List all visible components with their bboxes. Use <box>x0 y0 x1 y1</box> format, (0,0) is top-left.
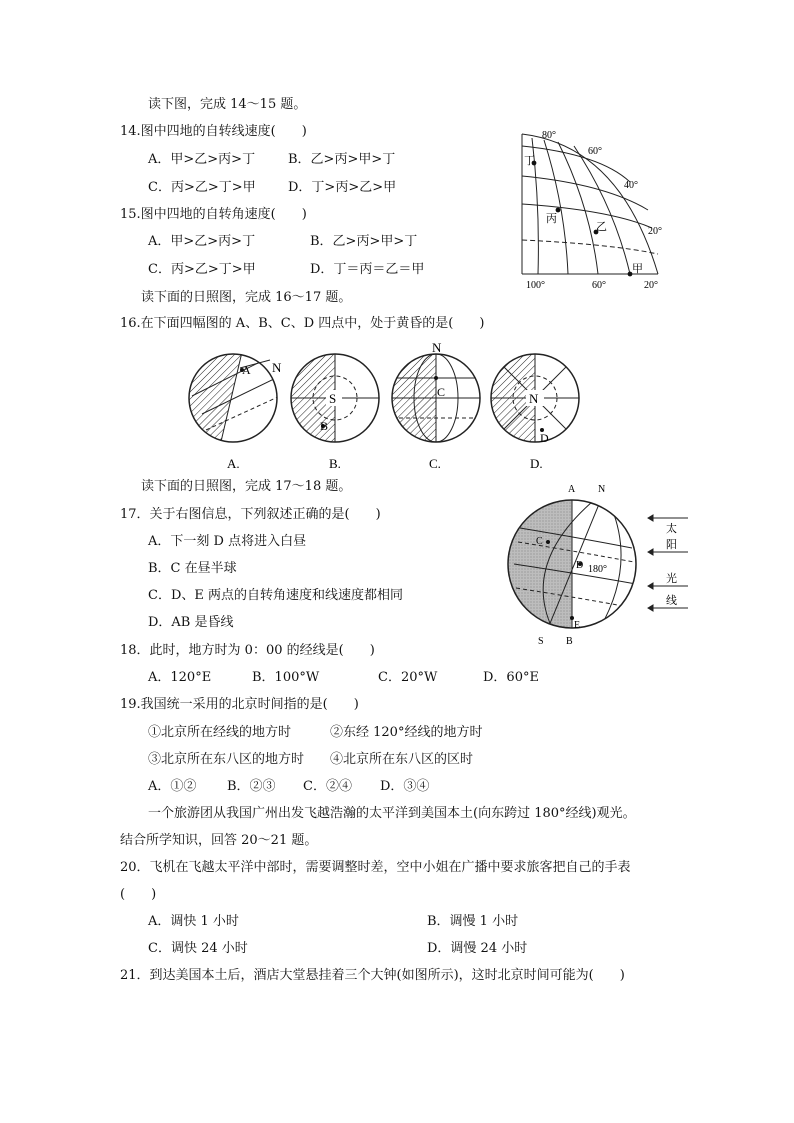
diagram-a <box>180 338 282 446</box>
q16-stem: 16.在下面四幅图的 A、B、C、D 四点中，处于黄昏的是( ) <box>120 316 485 331</box>
q17-stem: 17．关于右图信息，下列叙述正确的是( ) <box>120 507 381 522</box>
q14-option-c[interactable]: C．丙>乙>丁>甲 <box>148 180 256 195</box>
sun-label-1: 太 <box>666 523 677 535</box>
q18-option-c[interactable]: C．20°W <box>378 670 438 685</box>
label-bing: 丙 <box>546 213 557 225</box>
q15-option-b[interactable]: B．乙>丙>甲>丁 <box>310 234 418 249</box>
passage-line-2: 结合所学知识，回答 20～21 题。 <box>120 833 318 848</box>
diagram-a-caption: A. <box>227 456 240 471</box>
sun-fig-s: S <box>538 636 544 647</box>
diagram-b-point-b: B <box>320 419 329 433</box>
label-20-lat: 20° <box>648 226 662 237</box>
diagram-d-caption: D. <box>530 456 543 471</box>
label-60-lon: 60° <box>592 280 606 291</box>
diagram-c <box>392 340 480 442</box>
q18-option-a[interactable]: A．120°E <box>148 670 212 685</box>
q19-option-a[interactable]: A．①② <box>148 779 197 794</box>
q17-option-a[interactable]: A．下一刻 D 点将进入白昼 <box>148 534 307 549</box>
diagram-d-n: N <box>529 391 539 406</box>
q17-option-c[interactable]: C．D、E 两点的自转角速度和线速度都相同 <box>148 588 403 603</box>
sun-fig-c: C <box>536 536 543 547</box>
diagram-a-point-a: A <box>242 363 251 377</box>
diagram-c-point-c: C <box>437 385 446 399</box>
label-100: 100° <box>526 280 545 291</box>
sun-fig-n: N <box>598 484 606 495</box>
q15-option-c[interactable]: C．丙>乙>丁>甲 <box>148 262 256 277</box>
intro-17-18: 读下面的日照图，完成 17～18 题。 <box>141 479 352 494</box>
q21-stem: 21．到达美国本土后，酒店大堂悬挂着三个大钟(如图所示)，这时北京时间可能为( ) <box>120 968 625 983</box>
passage-line-1: 一个旅游团从我国广州出发飞越浩瀚的太平洋到美国本土(向东跨过 180°经线)观光。 <box>148 806 636 821</box>
sun-label-4: 线 <box>666 595 677 607</box>
q18-stem: 18．此时，地方时为 0：00 的经线是( ) <box>120 643 375 658</box>
sun-fig-a: A <box>568 484 576 495</box>
intro-16-17: 读下面的日照图，完成 16～17 题。 <box>141 290 352 305</box>
q19-statement-3: ③北京所在东八区的地方时 <box>148 752 305 767</box>
q20-paren: ( ) <box>120 887 157 902</box>
sunlight-figure-17 <box>500 478 694 648</box>
q15-stem: 15.图中四地的自转角速度( ) <box>120 207 307 222</box>
label-80: 80° <box>542 130 556 141</box>
q19-stem: 19.我国统一采用的北京时间指的是( ) <box>120 697 359 712</box>
q20-option-c[interactable]: C．调快 24 小时 <box>148 941 248 956</box>
label-40: 40° <box>624 180 638 191</box>
q15-option-d[interactable]: D．丁＝丙＝乙＝甲 <box>310 262 425 277</box>
sun-label-2: 阳 <box>666 539 677 551</box>
q14-option-d[interactable]: D．丁>丙>乙>甲 <box>288 180 397 195</box>
q19-option-d[interactable]: D．③④ <box>380 779 430 794</box>
sunlight-diagrams-16 <box>180 338 600 474</box>
label-jia: 甲 <box>632 263 643 275</box>
q20-option-a[interactable]: A．调快 1 小时 <box>148 914 239 929</box>
q18-option-b[interactable]: B．100°W <box>252 670 320 685</box>
label-20-lon: 20° <box>644 280 658 291</box>
diagram-b-s: S <box>329 391 337 406</box>
diagram-c-caption: C. <box>429 456 441 471</box>
q14-option-b[interactable]: B．乙>丙>甲>丁 <box>288 152 396 167</box>
q19-option-c[interactable]: C．②④ <box>303 779 352 794</box>
q17-option-b[interactable]: B．C 在昼半球 <box>148 561 237 576</box>
q19-statement-2: ②东经 120°经线的地方时 <box>330 725 483 740</box>
sun-fig-e: E <box>574 620 581 631</box>
q17-option-d[interactable]: D．AB 是昏线 <box>148 615 234 630</box>
graticule-figure <box>510 126 670 294</box>
q19-statement-1: ①北京所在经线的地方时 <box>148 725 292 740</box>
q18-option-d[interactable]: D．60°E <box>483 670 539 685</box>
diagram-b-caption: B. <box>329 456 341 471</box>
label-yi: 乙 <box>596 221 607 233</box>
q19-option-b[interactable]: B．②③ <box>227 779 276 794</box>
q20-stem: 20．飞机在飞越太平洋中部时，需要调整时差，空中小姐在广播中要求旅客把自己的手表 <box>120 860 631 875</box>
intro-14-15: 读下图，完成 14～15 题。 <box>148 97 307 112</box>
diagram-d <box>491 354 579 445</box>
label-ding: 丁 <box>524 155 535 167</box>
q19-statement-4: ④北京所在东八区的区时 <box>330 752 474 767</box>
diagram-c-n: N <box>432 340 442 355</box>
sun-fig-b: B <box>566 636 573 647</box>
q14-stem: 14.图中四地的自转线速度( ) <box>120 124 307 139</box>
sun-fig-d: D <box>576 560 584 571</box>
label-60-lat: 60° <box>588 146 602 157</box>
q20-option-b[interactable]: B．调慢 1 小时 <box>427 914 519 929</box>
diagram-b <box>291 354 379 442</box>
q15-option-a[interactable]: A．甲>乙>丙>丁 <box>148 234 256 249</box>
q14-option-a[interactable]: A．甲>乙>丙>丁 <box>148 152 256 167</box>
diagram-a-n: N <box>272 360 282 375</box>
q20-option-d[interactable]: D．调慢 24 小时 <box>427 941 528 956</box>
sun-fig-180: 180° <box>588 564 607 575</box>
diagram-d-point-d: D <box>540 431 549 445</box>
sun-label-3: 光 <box>666 573 677 585</box>
